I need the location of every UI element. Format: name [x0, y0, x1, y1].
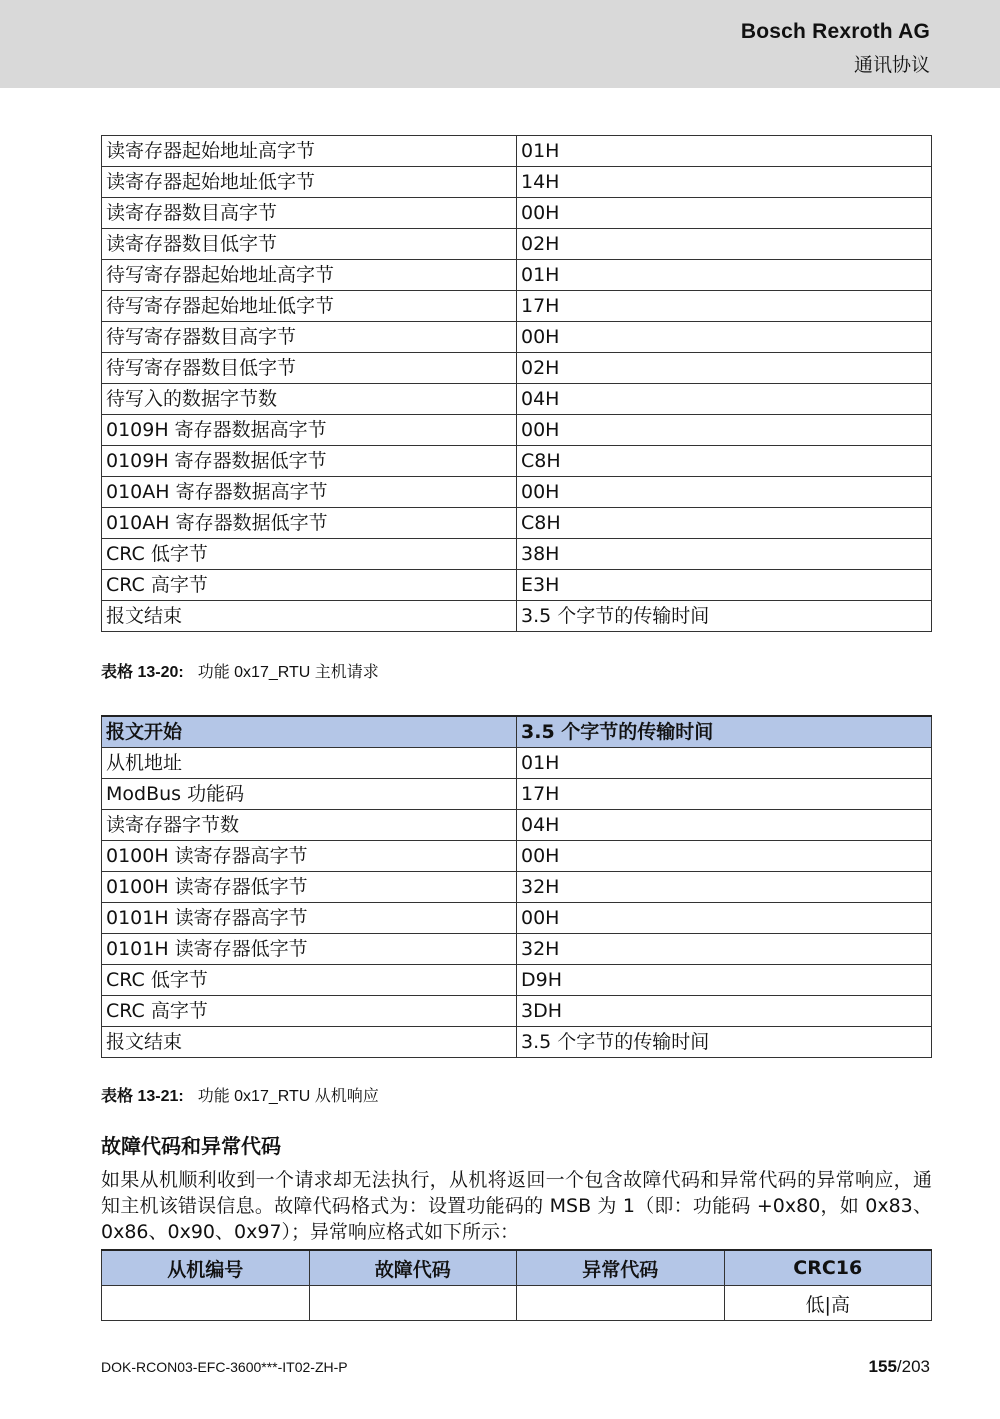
field-name-cell: 待写寄存器起始地址低字节 — [102, 291, 517, 322]
caption-label: 表格 13-21: — [101, 1088, 184, 1105]
field-name-cell: CRC 高字节 — [102, 996, 517, 1027]
field-name-cell: 0109H 寄存器数据低字节 — [102, 446, 517, 477]
field-name-cell: 待写寄存器数目高字节 — [102, 322, 517, 353]
response-table — [101, 715, 932, 1058]
brand-name: Bosch Rexroth AG — [740, 20, 930, 43]
field-name-cell: ModBus 功能码 — [102, 779, 517, 810]
table-row — [102, 539, 932, 570]
table-row — [102, 322, 932, 353]
table-row — [102, 477, 932, 508]
field-value-cell: 00H — [517, 322, 932, 353]
field-name-cell: 读寄存器字节数 — [102, 810, 517, 841]
table-row — [102, 198, 932, 229]
table-row — [102, 841, 932, 872]
field-value-cell: C8H — [517, 508, 932, 539]
table-row — [102, 779, 932, 810]
field-value-cell: 00H — [517, 477, 932, 508]
field-name-cell: 0109H 寄存器数据高字节 — [102, 415, 517, 446]
field-value-cell: 17H — [517, 291, 932, 322]
field-name-cell: 从机地址 — [102, 748, 517, 779]
field-value-cell: 3DH — [517, 996, 932, 1027]
table-row — [102, 446, 932, 477]
field-value-cell: D9H — [517, 965, 932, 996]
field-value-cell: 01H — [517, 136, 932, 167]
table-row — [102, 136, 932, 167]
field-name-cell: CRC 高字节 — [102, 570, 517, 601]
field-value-cell: 04H — [517, 384, 932, 415]
field-value-cell: E3H — [517, 570, 932, 601]
field-name-cell: 待写入的数据字节数 — [102, 384, 517, 415]
table-cell: 低|高 — [724, 1286, 932, 1321]
table-cell — [102, 1286, 310, 1321]
table-header-row — [102, 716, 932, 748]
caption-label: 表格 13-20: — [101, 664, 184, 681]
fault-format-table — [101, 1249, 932, 1321]
field-name-cell: 读寄存器数目低字节 — [102, 229, 517, 260]
field-name-cell: 读寄存器数目高字节 — [102, 198, 517, 229]
field-name-cell: 读寄存器起始地址低字节 — [102, 167, 517, 198]
caption-text: 功能 0x17_RTU 从机响应 — [197, 1088, 379, 1105]
page-current: 155 — [868, 1357, 897, 1376]
page-header — [0, 0, 1000, 88]
table-caption — [101, 659, 379, 682]
table-row — [102, 384, 932, 415]
header-cell: 故障代码 — [309, 1250, 517, 1286]
field-value-cell: 32H — [517, 934, 932, 965]
table-row — [102, 570, 932, 601]
table-cell — [517, 1286, 725, 1321]
request-table — [101, 135, 932, 632]
header-cell: 从机编号 — [102, 1250, 310, 1286]
field-name-cell: 待写寄存器起始地址高字节 — [102, 260, 517, 291]
field-value-cell: 32H — [517, 872, 932, 903]
field-value-cell: 02H — [517, 353, 932, 384]
header-cell: CRC16 — [724, 1250, 932, 1286]
table-row — [102, 291, 932, 322]
page-total: /203 — [896, 1357, 930, 1376]
table-row — [102, 260, 932, 291]
field-value-cell: 00H — [517, 841, 932, 872]
table-row — [102, 934, 932, 965]
table-caption — [101, 1083, 379, 1106]
field-name-cell: 报文结束 — [102, 601, 517, 632]
field-name-cell: 010AH 寄存器数据低字节 — [102, 508, 517, 539]
field-name-cell: 读寄存器起始地址高字节 — [102, 136, 517, 167]
field-value-cell: 38H — [517, 539, 932, 570]
section-title: 故障代码和异常代码 — [101, 1134, 281, 1158]
table-row — [102, 903, 932, 934]
page-number — [869, 1357, 930, 1377]
field-name-cell: CRC 低字节 — [102, 965, 517, 996]
table-cell — [309, 1286, 517, 1321]
field-value-cell: 00H — [517, 903, 932, 934]
field-name-cell: 0100H 读寄存器低字节 — [102, 872, 517, 903]
field-name-cell: 待写寄存器数目低字节 — [102, 353, 517, 384]
field-value-cell: 17H — [517, 779, 932, 810]
table-row — [102, 1027, 932, 1058]
table-row — [102, 508, 932, 539]
field-value-cell: 02H — [517, 229, 932, 260]
table-row — [102, 1286, 932, 1321]
field-value-cell: 01H — [517, 748, 932, 779]
field-value-cell: 00H — [517, 415, 932, 446]
field-value-cell: C8H — [517, 446, 932, 477]
table-row — [102, 748, 932, 779]
table-row — [102, 167, 932, 198]
table-row — [102, 415, 932, 446]
table-row — [102, 965, 932, 996]
field-name-cell: 0101H 读寄存器低字节 — [102, 934, 517, 965]
table-row — [102, 601, 932, 632]
table-row — [102, 996, 932, 1027]
field-value-cell: 04H — [517, 810, 932, 841]
document-id: DOK-RCON03-EFC-3600***-IT02-ZH-P — [101, 1359, 348, 1375]
field-name-cell: 0100H 读寄存器高字节 — [102, 841, 517, 872]
field-value-cell: 00H — [517, 198, 932, 229]
header-subtitle: 通讯协议 — [853, 54, 930, 76]
field-value-cell: 3.5 个字节的传输时间 — [517, 601, 932, 632]
table-row — [102, 810, 932, 841]
table-row — [102, 353, 932, 384]
table-header-row — [102, 1250, 932, 1286]
field-name-cell: 报文结束 — [102, 1027, 517, 1058]
header-cell: 报文开始 — [102, 716, 517, 748]
table-row — [102, 229, 932, 260]
body-paragraph: 如果从机顺利收到一个请求却无法执行，从机将返回一个包含故障代码和异常代码的异常响应，通知主机该错误信息。故障代码格式为：设置功能码的 MSB 为 1（即：功能码 +0x80，如 0x83、0x86、0x90、0x97）；异常响应格式如下所示： — [101, 1169, 932, 1243]
header-cell: 异常代码 — [517, 1250, 725, 1286]
field-value-cell: 14H — [517, 167, 932, 198]
field-name-cell: 0101H 读寄存器高字节 — [102, 903, 517, 934]
field-value-cell: 01H — [517, 260, 932, 291]
header-cell: 3.5 个字节的传输时间 — [517, 716, 932, 748]
caption-text: 功能 0x17_RTU 主机请求 — [197, 664, 379, 681]
field-value-cell: 3.5 个字节的传输时间 — [517, 1027, 932, 1058]
field-name-cell: CRC 低字节 — [102, 539, 517, 570]
table-row — [102, 872, 932, 903]
field-name-cell: 010AH 寄存器数据高字节 — [102, 477, 517, 508]
